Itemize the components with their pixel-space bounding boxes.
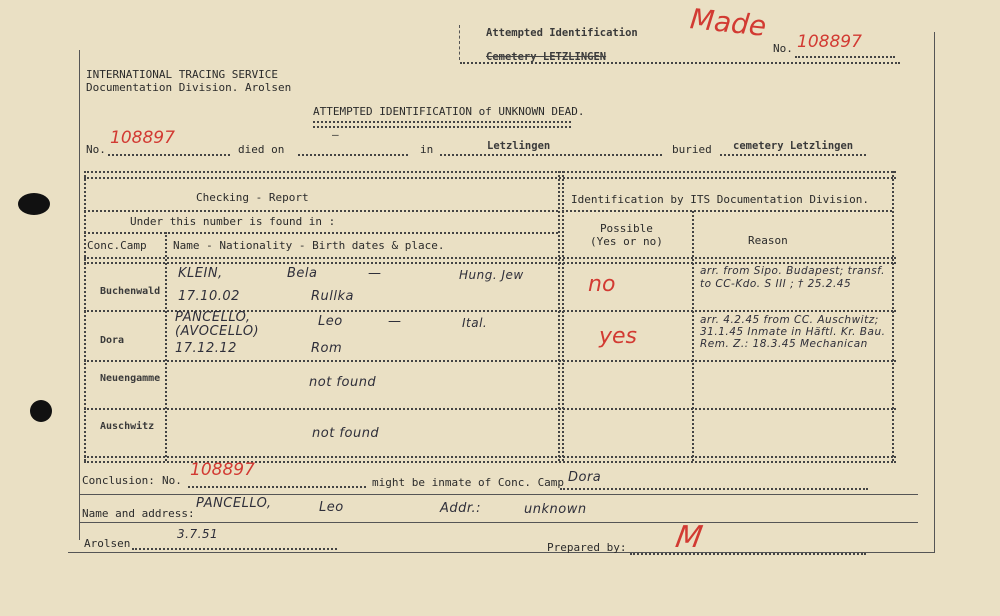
- row1-first: Bela: [287, 266, 318, 281]
- col-header-rule: [84, 257, 896, 259]
- stamp-line-1: Attempted Identification: [486, 27, 638, 39]
- prepared-by-label: Prepared by:: [547, 541, 627, 554]
- row3-rule: [84, 408, 896, 410]
- handwritten-made: Made: [688, 2, 768, 43]
- footer-date-dots: [132, 548, 337, 550]
- under-number-rule: [84, 232, 558, 234]
- in-label: in: [420, 143, 434, 156]
- row2-reason: arr. 4.2.45 from CC. Auschwitz; 31.1.45 Inmate in Häftl. Kr. Bau. Rem. Z.: 18.3.45 Mechanican: [700, 314, 886, 350]
- org-line-2: Documentation Division. Arolsen: [86, 81, 292, 94]
- row3-camp: Neuengamme: [100, 373, 161, 384]
- document-title: ATTEMPTED IDENTIFICATION of UNKNOWN DEAD.: [313, 105, 585, 118]
- row2-birth-date: 17.12.12: [175, 341, 237, 356]
- row1-dash: —: [368, 266, 382, 281]
- row2-birth-place: Rom: [311, 341, 343, 356]
- row4-name: not found: [312, 426, 380, 441]
- punch-hole-bottom: [30, 400, 52, 422]
- conclusion-camp-value: Dora: [568, 470, 602, 485]
- row1-camp: Buchenwald: [100, 286, 161, 297]
- stamp-box-left: [459, 25, 460, 60]
- title-underline-1: [313, 121, 571, 123]
- top-no-value: 108897: [797, 32, 862, 52]
- signature: M: [672, 520, 705, 555]
- conclusion-no-label: No.: [162, 474, 182, 487]
- col-possible-header: Possible (Yes or no): [590, 222, 663, 248]
- record-no-value: 108897: [110, 128, 175, 148]
- row2-possible: yes: [599, 324, 638, 349]
- conclusion-no-value: 108897: [190, 460, 255, 480]
- table-right: [892, 171, 894, 461]
- org-line-1: INTERNATIONAL TRACING SERVICE: [86, 68, 279, 81]
- died-on-dots: [298, 154, 408, 156]
- prepared-by-dots: [630, 553, 866, 555]
- row2-name: PANCELLO, (AVOCELLO): [175, 310, 260, 339]
- stamp-box-bottom: [460, 62, 900, 64]
- stamp-line-2: Cemetery LETZLINGEN: [486, 51, 607, 63]
- conclusion-no-dots: [188, 486, 366, 488]
- row2-camp: Dora: [100, 335, 125, 346]
- under-number-header: Under this number is found in :: [130, 215, 336, 228]
- table-divider-main: [558, 171, 560, 461]
- row2-nationality: Ital.: [462, 316, 488, 330]
- conclusion-camp-dots: [560, 488, 868, 490]
- name-address-rule: [80, 522, 918, 523]
- address-label: Addr.:: [440, 501, 482, 516]
- table-bottom-1: [84, 456, 896, 458]
- address-value: unknown: [524, 502, 587, 517]
- conclusion-rule: [80, 494, 918, 495]
- died-on-label: died on: [238, 143, 285, 156]
- header-rule-left: [84, 210, 558, 212]
- row2-dash: —: [388, 314, 402, 329]
- name-address-label: Name and address:: [82, 507, 195, 520]
- footer-date: 3.7.51: [177, 527, 219, 541]
- col-header-rule-2: [84, 262, 896, 264]
- conclusion-might-be: might be inmate of Conc. Camp: [372, 476, 565, 489]
- footer-place: Arolsen: [84, 537, 131, 550]
- in-value: Letzlingen: [487, 140, 551, 152]
- header-rule-right: [562, 210, 892, 212]
- row1-nationality: Hung. Jew: [459, 268, 524, 282]
- top-no-dots: [795, 56, 895, 58]
- row1-birth-place: Rullka: [311, 289, 354, 304]
- row3-name: not found: [309, 375, 377, 390]
- row4-camp: Auschwitz: [100, 421, 155, 432]
- table-divider-camp: [165, 232, 167, 461]
- table-divider-reason: [692, 211, 694, 461]
- record-no-dots: [108, 154, 230, 156]
- buried-dots: [720, 154, 866, 156]
- top-no-label: No.: [773, 42, 793, 55]
- frame-right: [934, 32, 935, 552]
- punch-hole-top: [18, 193, 50, 215]
- record-no-label: No.: [86, 143, 106, 156]
- buried-label: buried: [672, 143, 712, 156]
- title-underline-2: [313, 126, 571, 128]
- row1-possible: no: [588, 272, 616, 297]
- table-top-1: [84, 171, 896, 173]
- in-dots: [440, 154, 662, 156]
- died-on-value: —: [332, 128, 339, 141]
- table-divider-main-2: [562, 171, 564, 461]
- col-reason-header: Reason: [748, 234, 788, 247]
- col-camp-header: Conc.Camp: [87, 239, 147, 252]
- name-address-first: Leo: [319, 500, 344, 515]
- buried-value: cemetery Letzlingen: [733, 140, 854, 152]
- row1-birth-date: 17.10.02: [178, 289, 240, 304]
- row2-rule: [84, 360, 896, 362]
- checking-report-header: Checking - Report: [196, 191, 309, 204]
- row2-first: Leo: [318, 314, 343, 329]
- conclusion-label: Conclusion:: [82, 474, 155, 487]
- frame-left: [79, 50, 80, 540]
- identification-header: Identification by ITS Documentation Division.: [571, 193, 870, 206]
- table-top-2: [84, 177, 896, 179]
- row1-name: KLEIN,: [178, 266, 223, 281]
- col-name-header: Name - Nationality - Birth dates & place.: [173, 239, 445, 252]
- table-left: [84, 171, 86, 461]
- name-address-name: PANCELLO,: [196, 496, 272, 511]
- row1-reason: arr. from Sipo. Budapest; transf. to CC-Kdo. S III ; † 25.2.45: [700, 265, 886, 290]
